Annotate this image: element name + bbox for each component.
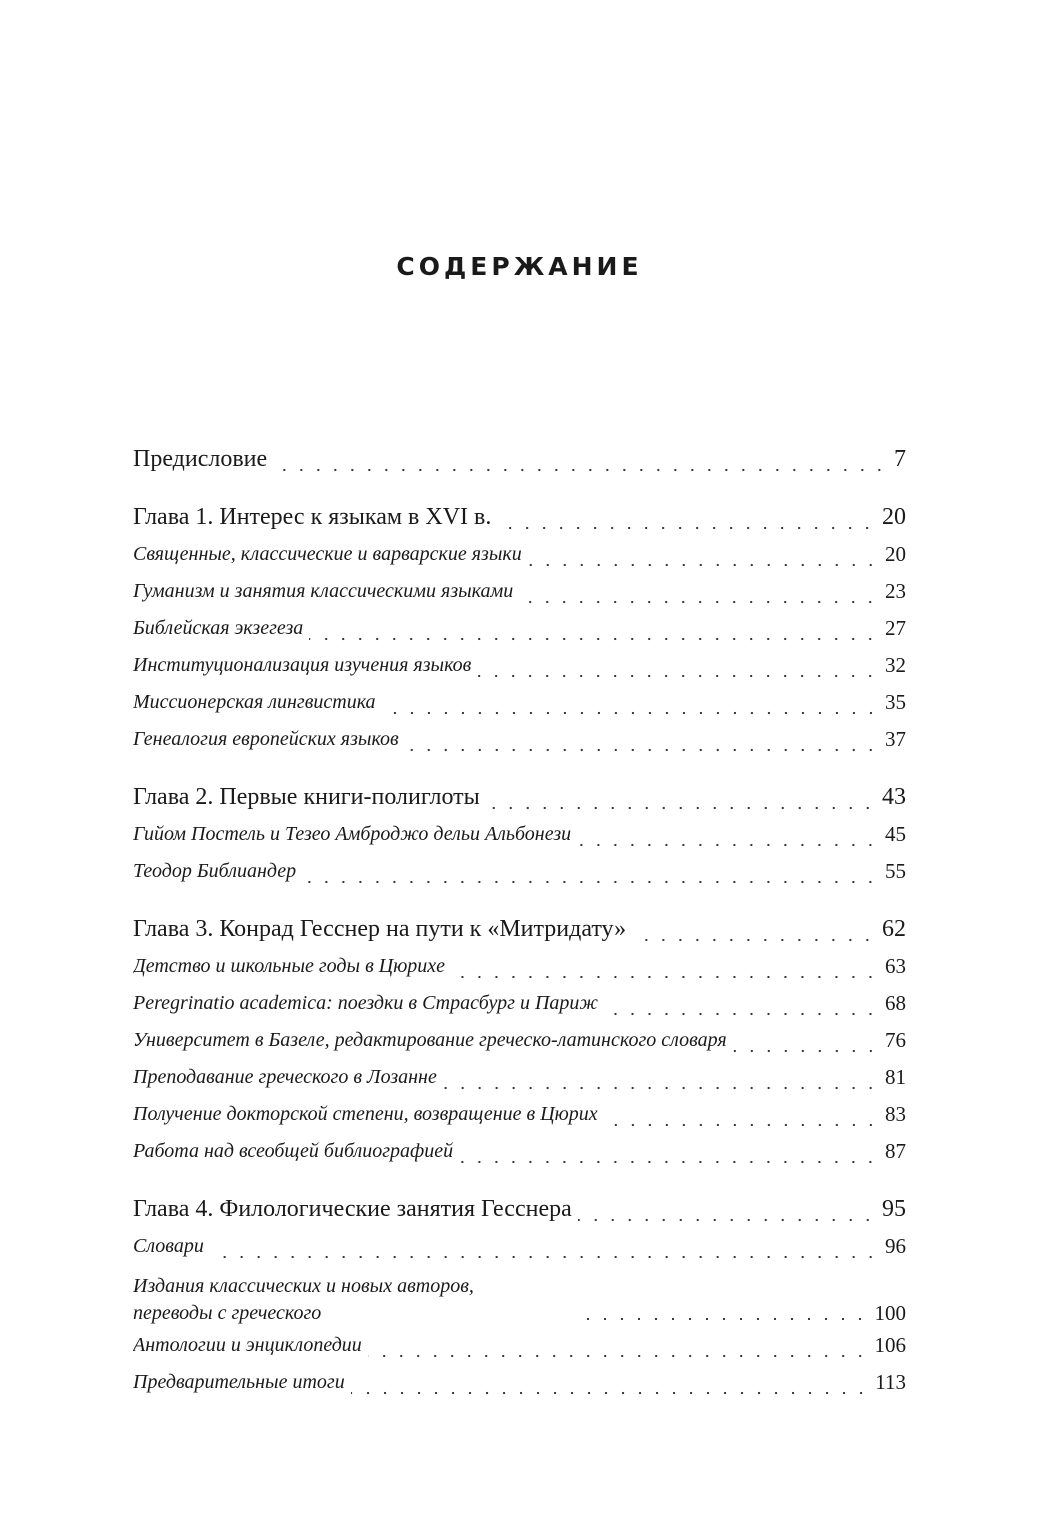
dot-leader [578,1218,876,1222]
toc-page-number: 62 [882,916,906,942]
toc-entry-title: Получение докторской степени, возвращение в Цюрих [133,1103,598,1125]
toc-entry-title: Институционализация изучения языков [133,654,472,676]
toc-page-number: 27 [885,616,906,640]
toc-section-entry [133,721,906,758]
dot-leader [405,748,879,752]
toc-page-number: 35 [885,690,906,714]
toc-entry-title: Генеалогия европейских языков [133,728,399,750]
toc-chapter-entry [133,440,906,478]
toc-entry-title: Словари [133,1235,204,1257]
toc-entry-title: Предварительные итоги [133,1371,345,1393]
dot-leader [528,563,879,567]
toc-section-entry [133,573,906,610]
dot-leader [477,674,879,678]
dot-leader [577,843,879,847]
toc-chapter-entry [133,910,906,948]
toc-entry-title: Работа над всеобщей библиографией [133,1140,454,1162]
toc-section-entry [133,1133,906,1170]
toc-section-entry [133,1228,906,1265]
toc-section-entry [133,816,906,853]
dot-leader [459,1160,879,1164]
toc-entry-title: Теодор Библиандер [133,860,297,882]
dot-leader [309,637,879,641]
toc-page-number: 55 [885,859,906,883]
toc-section-entry [133,684,906,721]
dot-leader [486,806,876,810]
toc-page-number: 20 [885,542,906,566]
toc-entry-title-line: Издания классических и новых авторов, [133,1275,474,1297]
toc-page-number: 113 [875,1370,906,1394]
dot-leader [351,1391,870,1395]
dot-leader [443,1086,879,1090]
table-of-contents [133,440,906,1401]
toc-section-entry [133,1096,906,1133]
toc-page-number: 83 [885,1102,906,1126]
toc-section-entry [133,610,906,647]
toc-entry-title: Гийом Постель и Тезео Амброджо дельи Альбонези [133,823,572,845]
toc-page-number: 37 [885,727,906,751]
dot-leader [368,1354,869,1358]
toc-section-entry [133,536,906,573]
toc-entry-title: Глава 4. Филологические занятия Гесснера [133,1196,572,1222]
toc-page-number: 7 [894,446,906,472]
toc-chapter-entry [133,1190,906,1228]
toc-page-number: 95 [882,1196,906,1222]
dot-leader [382,711,879,715]
dot-leader [210,1255,879,1259]
toc-page-number: 20 [882,504,906,530]
toc-entry-title: Предисловие [133,446,268,472]
toc-section-entry [133,647,906,684]
page-title: СОДЕРЖАНИЕ [396,252,643,281]
toc-section-entry [133,1327,906,1364]
toc-entry-title: Глава 3. Конрад Гесснер на пути к «Митридату» [133,916,627,942]
dot-leader [273,468,888,472]
toc-entry-title: Глава 2. Первые книги-полиглоты [133,784,480,810]
toc-chapter-entry [133,498,906,536]
toc-page-number: 87 [885,1139,906,1163]
toc-page-number: 96 [885,1234,906,1258]
dot-leader [604,1012,879,1016]
toc-page-number: 23 [885,579,906,603]
toc-section-entry [133,1364,906,1401]
toc-entry-title [133,1273,573,1327]
dot-leader [604,1123,879,1127]
dot-leader [451,975,879,979]
dot-leader [579,1317,869,1321]
toc-section-entry [133,1059,906,1096]
dot-leader [302,880,879,884]
toc-entry-title: Детство и школьные годы в Цюрихе [133,955,446,977]
toc-page-number: 100 [874,1301,906,1325]
toc-page-number: 68 [885,991,906,1015]
toc-chapter-entry [133,778,906,816]
toc-section-entry [133,1022,906,1059]
toc-page-number: 76 [885,1028,906,1052]
toc-entry-title: Библейская экзегеза [133,617,304,639]
toc-entry-title: Гуманизм и занятия классическими языками [133,580,514,602]
toc-entry-title: Антологии и энциклопедии [133,1334,362,1356]
toc-section-entry [133,853,906,890]
dot-leader [497,526,876,530]
toc-entry-title: Peregrinatio academica: поездки в Страсбург и Париж [133,992,598,1014]
toc-page-number: 81 [885,1065,906,1089]
toc-page-number: 106 [874,1333,906,1357]
toc-entry-title: Глава 1. Интерес к языкам в XVI в. [133,504,492,530]
dot-leader [632,938,876,942]
toc-entry-title: Миссионерская лингвистика [133,691,376,713]
toc-page-number: 32 [885,653,906,677]
dot-leader [733,1049,879,1053]
toc-section-entry [133,1265,906,1327]
toc-section-entry [133,948,906,985]
toc-page-number: 63 [885,954,906,978]
toc-page-number: 45 [885,822,906,846]
toc-page-number: 43 [882,784,906,810]
toc-entry-title-line: переводы с греческого [133,1302,322,1324]
dot-leader [519,600,879,604]
toc-entry-title: Университет в Базеле, редактирование греческо-латинского словаря [133,1029,727,1051]
toc-entry-title: Преподавание греческого в Лозанне [133,1066,437,1088]
toc-entry-title: Священные, классические и варварские языки [133,543,522,565]
toc-section-entry [133,985,906,1022]
